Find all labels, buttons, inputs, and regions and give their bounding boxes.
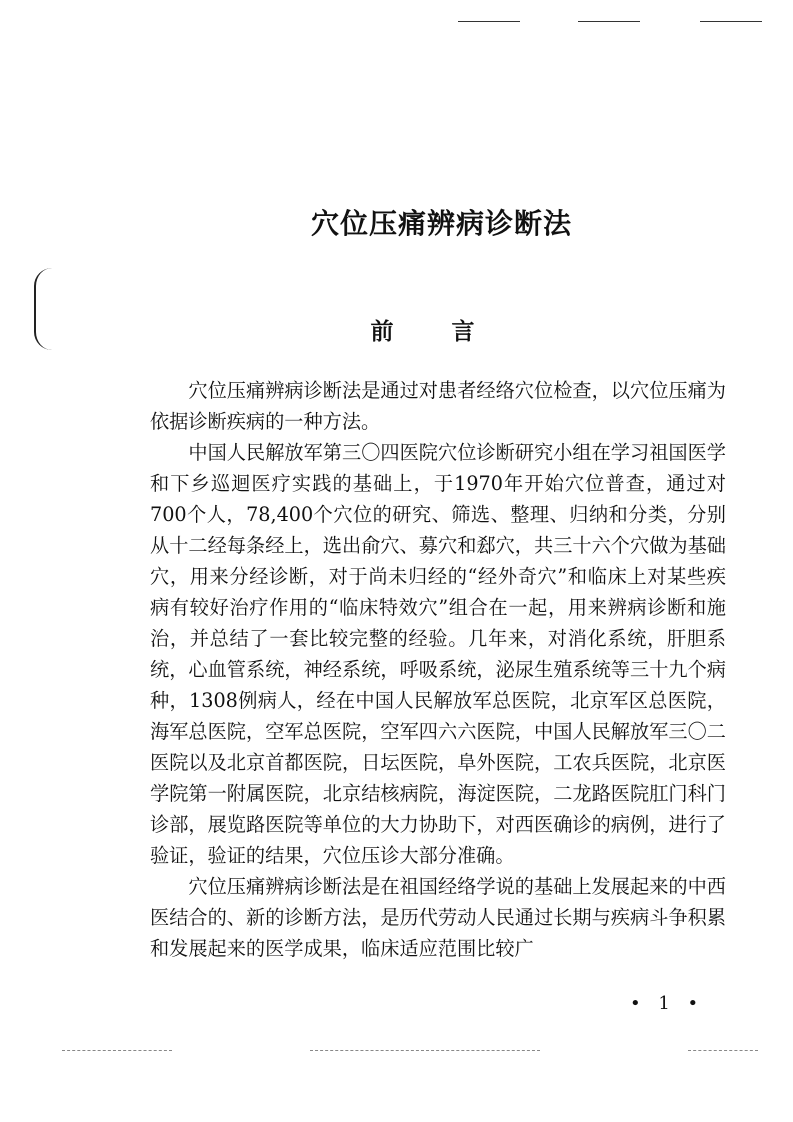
footer-rule [310,1050,540,1051]
section-title: 前言 [370,318,533,345]
paragraph: 穴位压痛辨病诊断法是在祖国经络学说的基础上发展起来的中西医结合的、新的诊断方法，是历代劳动人民通过长期与疾病斗争积累和发展起来的医学成果，临床适应范围比较广 [150,875,726,960]
page-number: • 1 • [630,993,705,1014]
header-rule [700,21,762,22]
paragraph: 穴位压痛辨病诊断法是通过对患者经络穴位检查，以穴位压痛为依据诊断疾病的一种方法。 [150,379,726,433]
page-title: 穴位压痛辨病诊断法 [310,207,572,240]
header-rule [578,21,640,22]
footer-rule [62,1050,172,1051]
body-text [150,375,726,964]
paragraph: 中国人民解放军第三〇四医院穴位诊断研究小组在学习祖国医学和下乡巡迴医疗实践的基础上，于1970年开始穴位普查，通过对700个人，78,400个穴位的研究、筛选、整理、归纳和分类，分别从十二经每条经上，选出俞穴、募穴和郄穴，共三十六个穴做为基础穴，用来分经诊断，对于尚未归经的“经外奇穴”和临床上对某些疾病有较好治疗作用的“临床特效穴”组合在一起，用来辨病诊断和施治，并总结了一套比较完整的经验。几年来，对消化系统，肝胆系统，心血管系统，神经系统，呼吸系统，泌尿生殖系统等三十九个病种，1308例病人，经在中国人民解放军总医院，北京军区总医院，海军总医院，空军总医院，空军四六六医院，中国人民解放军三〇二医院以及北京首都医院，日坛医院，阜外医院，工农兵医院，北京医学院第一附属医院，北京结核病院，海淀医院，二龙路医院肛门科门诊部，展览路医院等单位的大力协助下，对西医确诊的病例，进行了验证，验证的结果，穴位压诊大部分准确。 [150,441,726,867]
header-rule [458,21,520,22]
footer-rule [688,1050,758,1051]
